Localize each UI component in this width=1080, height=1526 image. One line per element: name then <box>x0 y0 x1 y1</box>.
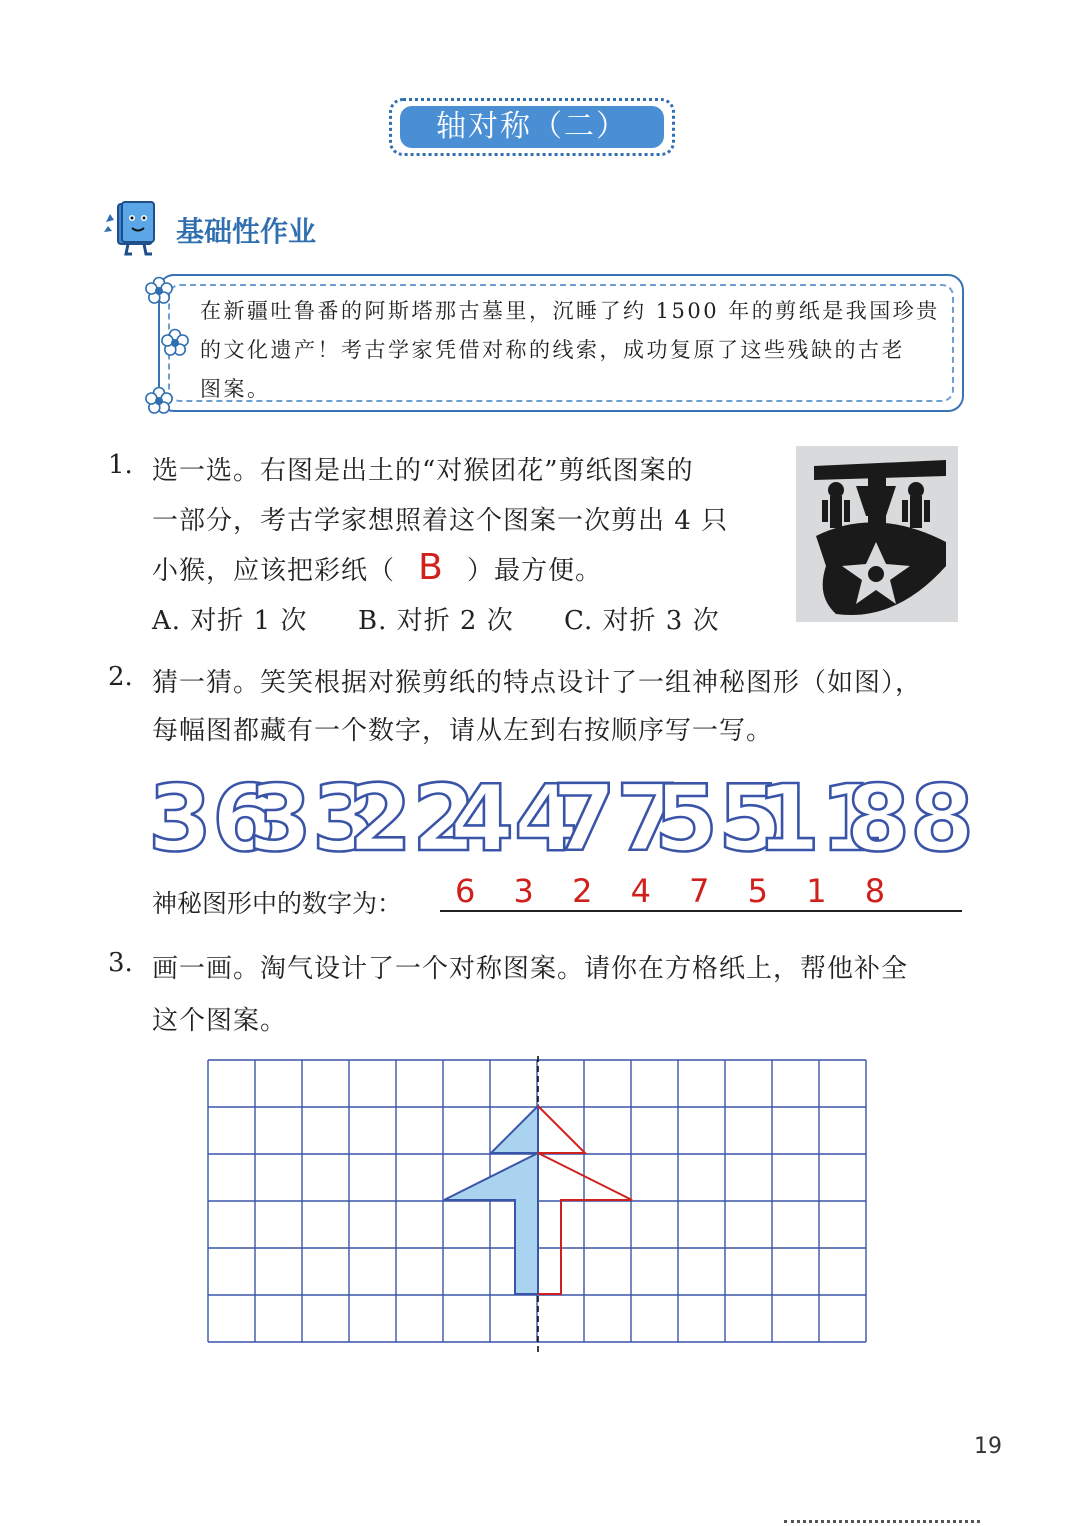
q2-line: 猜一猜。笑笑根据对猴剪纸的特点设计了一组神秘图形（如图）， <box>152 668 923 698</box>
title-frame <box>389 98 675 156</box>
intro-box <box>158 274 964 412</box>
mystery-symbol: 33 <box>248 765 377 872</box>
mystery-symbol: 22 <box>348 765 477 872</box>
q2-number: 2. <box>108 662 133 692</box>
q1-line-3-after: ）最方便。 <box>467 556 603 586</box>
q1-option-a: A. 对折 1 次 <box>152 606 308 636</box>
grid-paper <box>200 1052 872 1352</box>
flower-icon <box>144 386 174 416</box>
section-title: 基础性作业 <box>176 215 317 248</box>
q3-line: 画一画。淘气设计了一个对称图案。请你在方格纸上，帮他补全 <box>152 954 909 984</box>
intro-line: 的文化遗产！考古学家凭借对称的线索，成功复原了这些残缺的古老 <box>200 338 905 362</box>
q2-line: 每幅图都藏有一个数字，请从左到右按顺序写一写。 <box>152 716 774 746</box>
intro-line: 图案。 <box>200 377 271 401</box>
page-title: 轴对称（二） <box>400 106 664 148</box>
mystery-symbol: 36 <box>148 765 277 872</box>
flower-icon <box>160 328 190 358</box>
mystery-symbol: 88 <box>846 765 975 872</box>
q1-number: 1. <box>108 450 133 480</box>
bottom-dotted-line <box>784 1520 980 1523</box>
intro-text <box>200 292 952 409</box>
mystery-symbol: 11 <box>756 765 885 872</box>
book-mascot-icon <box>104 196 166 258</box>
mystery-symbol: 55 <box>654 765 783 872</box>
q3-line: 这个图案。 <box>152 1006 288 1036</box>
q1-option-b: B. 对折 2 次 <box>358 606 514 636</box>
answer-underline <box>440 910 962 912</box>
q1-line: 一部分，考古学家想照着这个图案一次剪出 4 只 <box>152 506 729 536</box>
given-shape <box>444 1106 538 1294</box>
paper-cut-monkey-image <box>796 446 958 622</box>
q1-option-c: C. 对折 3 次 <box>564 606 720 636</box>
flower-icon <box>144 276 174 306</box>
q1-answer: B <box>418 547 444 588</box>
mystery-symbol: 77 <box>552 765 681 872</box>
mystery-symbol: 44 <box>450 765 579 872</box>
q2-answer: 6 3 2 4 7 5 1 8 <box>455 872 900 910</box>
drawn-mirror-shape <box>538 1106 632 1294</box>
intro-line: 在新疆吐鲁番的阿斯塔那古墓里，沉睡了约 1500 年的剪纸是我国珍贵 <box>200 299 940 323</box>
q1-line-3 <box>152 547 603 588</box>
mystery-symbols <box>148 765 975 872</box>
q1-line: 选一选。右图是出土的“对猴团花”剪纸图案的 <box>152 456 694 486</box>
q1-line-3-before: 小猴，应该把彩纸（ <box>152 556 396 586</box>
page-number: 19 <box>974 1434 1002 1459</box>
q2-answer-label: 神秘图形中的数字为： <box>152 889 403 918</box>
q3-number: 3. <box>108 948 133 978</box>
